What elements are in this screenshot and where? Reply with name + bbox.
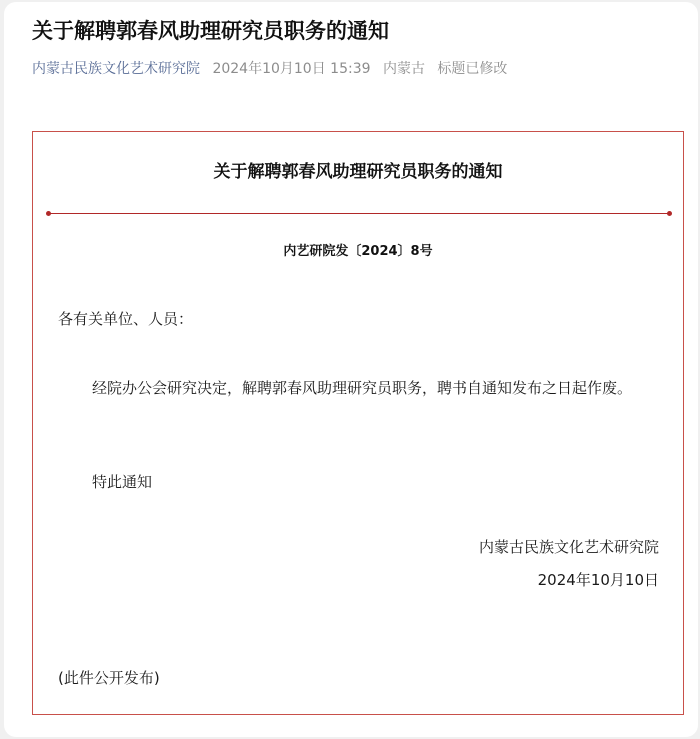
official-notice-image xyxy=(32,131,684,715)
issue-date: 2024年10月10日 xyxy=(537,571,659,589)
article-meta xyxy=(32,58,515,80)
rule-dot-right xyxy=(667,211,672,216)
notice-title: 关于解聘郭春风助理研究员职务的通知 xyxy=(213,162,503,182)
article-page xyxy=(4,2,698,737)
notice-salutation: 各有关单位、人员： xyxy=(58,310,194,328)
notice-body: 经院办公会研究决定，解聘郭春风助理研究员职务，聘书自通知发布之日起作废。 xyxy=(92,379,633,397)
notice-closing: 特此通知 xyxy=(92,473,153,491)
article-title: 关于解聘郭春风助理研究员职务的通知 xyxy=(32,19,389,43)
account-name-link[interactable]: 内蒙古民族文化艺术研究院 xyxy=(32,61,200,77)
rule-dot-left xyxy=(46,211,51,216)
publish-location: 内蒙古 xyxy=(382,61,425,77)
publish-datetime: 2024年10月10日 15:39 xyxy=(212,61,371,77)
issuing-organization: 内蒙古民族文化艺术研究院 xyxy=(478,538,659,556)
document-number: 内艺研院发〔2024〕8号 xyxy=(283,244,433,259)
red-header-rule xyxy=(48,213,670,214)
title-edited-note: 标题已修改 xyxy=(437,61,508,77)
public-release-note: (此件公开发布) xyxy=(58,669,160,687)
